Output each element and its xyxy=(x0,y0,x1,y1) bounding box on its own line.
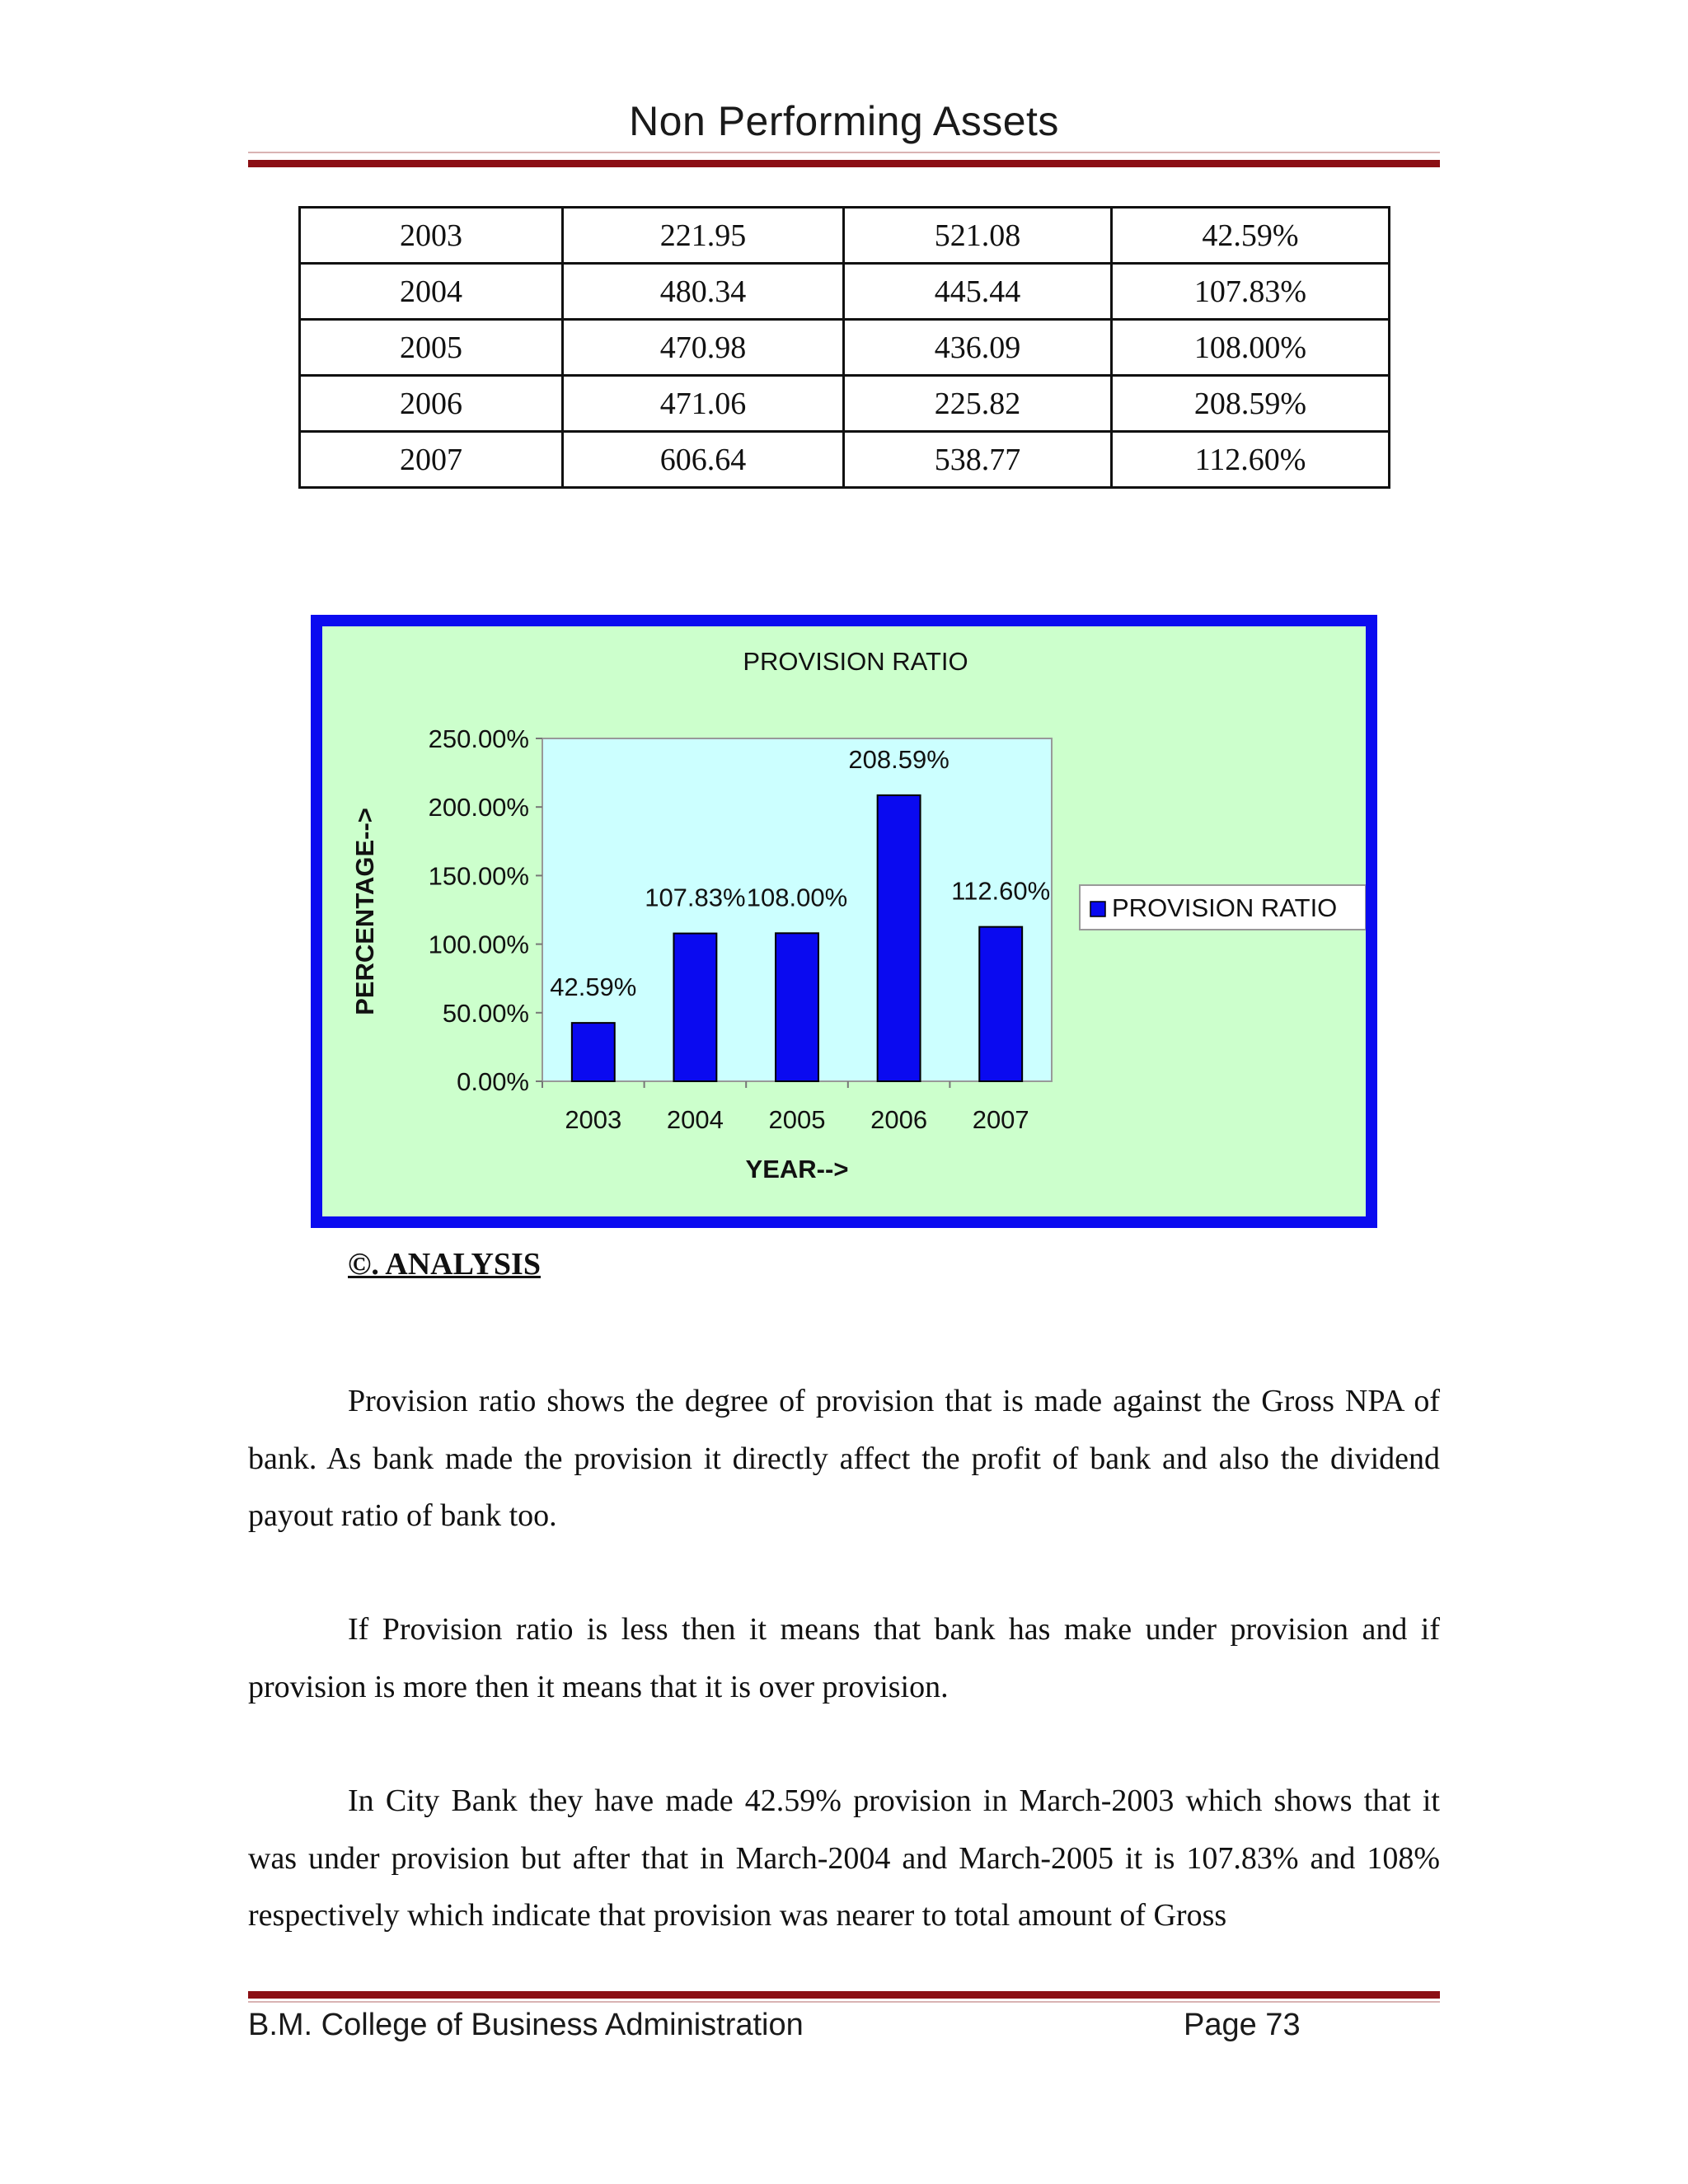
y-axis xyxy=(429,724,542,1096)
x-tick-label: 2007 xyxy=(972,1105,1029,1134)
bar-2003 xyxy=(572,1023,615,1081)
y-tick-label: 50.00% xyxy=(442,998,529,1028)
table-cell: 107.83% xyxy=(1112,264,1390,320)
table-cell: 521.08 xyxy=(844,208,1112,264)
table-cell: 471.06 xyxy=(563,376,844,432)
chart-title: PROVISION RATIO xyxy=(743,647,968,676)
header-rule-thin xyxy=(248,152,1440,153)
table-cell: 2003 xyxy=(300,208,563,264)
table-cell: 606.64 xyxy=(563,432,844,488)
y-tick-label: 150.00% xyxy=(428,861,529,891)
y-axis-label: PERCENTAGE--> xyxy=(350,808,379,1015)
y-tick-label: 100.00% xyxy=(428,930,529,959)
x-tick-label: 2003 xyxy=(565,1105,622,1134)
bar-2005 xyxy=(776,933,818,1081)
provision-table xyxy=(298,206,1390,489)
paragraph: In City Bank they have made 42.59% provision in March-2003 which shows that it was under provision but after that in March-2004 and March-2005 it is 107.83% and 108% respectively which indicate that provision was nearer to total amount of Gross xyxy=(248,1783,1440,1933)
page-title: Non Performing Assets xyxy=(629,98,1059,144)
data-label: 107.83% xyxy=(645,883,746,912)
table-cell: 2006 xyxy=(300,376,563,432)
table-cell: 538.77 xyxy=(844,432,1112,488)
table-cell: 225.82 xyxy=(844,376,1112,432)
table-cell: 2007 xyxy=(300,432,563,488)
table-cell: 445.44 xyxy=(844,264,1112,320)
data-label: 208.59% xyxy=(848,744,950,774)
x-tick-label: 2004 xyxy=(666,1105,724,1134)
footer-college: B.M. College of Business Administration xyxy=(248,2008,804,2042)
table-cell: 42.59% xyxy=(1112,208,1390,264)
table-row xyxy=(300,376,1390,432)
x-axis-label: YEAR--> xyxy=(745,1155,849,1183)
footer-rule-thick xyxy=(248,1991,1440,1999)
header-rule-thick xyxy=(248,160,1440,167)
chart-canvas xyxy=(322,626,1366,1216)
table-cell: 221.95 xyxy=(563,208,844,264)
footer-page-number: Page 73 xyxy=(1184,2008,1301,2042)
x-tick-label: 2006 xyxy=(870,1105,928,1134)
y-tick-label: 0.00% xyxy=(457,1067,529,1096)
table-cell: 480.34 xyxy=(563,264,844,320)
table-row xyxy=(300,320,1390,376)
footer-rule-thin xyxy=(248,2001,1440,2003)
bar-2006 xyxy=(878,795,921,1081)
table-cell: 2004 xyxy=(300,264,563,320)
x-tick-label: 2005 xyxy=(768,1105,826,1134)
y-tick-label: 250.00% xyxy=(428,724,529,753)
table-row xyxy=(300,208,1390,264)
section-heading: ©. ANALYSIS xyxy=(348,1247,541,1282)
table-cell: 2005 xyxy=(300,320,563,376)
bar-2004 xyxy=(673,934,716,1081)
table-cell: 436.09 xyxy=(844,320,1112,376)
table-row xyxy=(300,264,1390,320)
table-cell: 112.60% xyxy=(1112,432,1390,488)
x-axis xyxy=(542,1081,1029,1134)
legend xyxy=(1080,885,1366,930)
table-cell: 470.98 xyxy=(563,320,844,376)
bar-2007 xyxy=(979,927,1022,1081)
paragraph: If Provision ratio is less then it means that bank has make under provision and if provision is more then it means that it is over provision. xyxy=(248,1612,1440,1704)
table-row xyxy=(300,432,1390,488)
data-label: 108.00% xyxy=(746,883,848,912)
table-cell: 208.59% xyxy=(1112,376,1390,432)
legend-swatch xyxy=(1090,902,1105,916)
paragraph: Provision ratio shows the degree of provision that is made against the Gross NPA of bank. As bank made the provision it directly affect the profit of bank and also the dividend payout ratio of bank too. xyxy=(248,1384,1440,1533)
data-label: 112.60% xyxy=(951,876,1051,906)
data-label: 42.59% xyxy=(550,972,637,1002)
provision-ratio-chart xyxy=(311,615,1377,1228)
y-tick-label: 200.00% xyxy=(428,793,529,823)
legend-label: PROVISION RATIO xyxy=(1112,893,1338,922)
table-cell: 108.00% xyxy=(1112,320,1390,376)
